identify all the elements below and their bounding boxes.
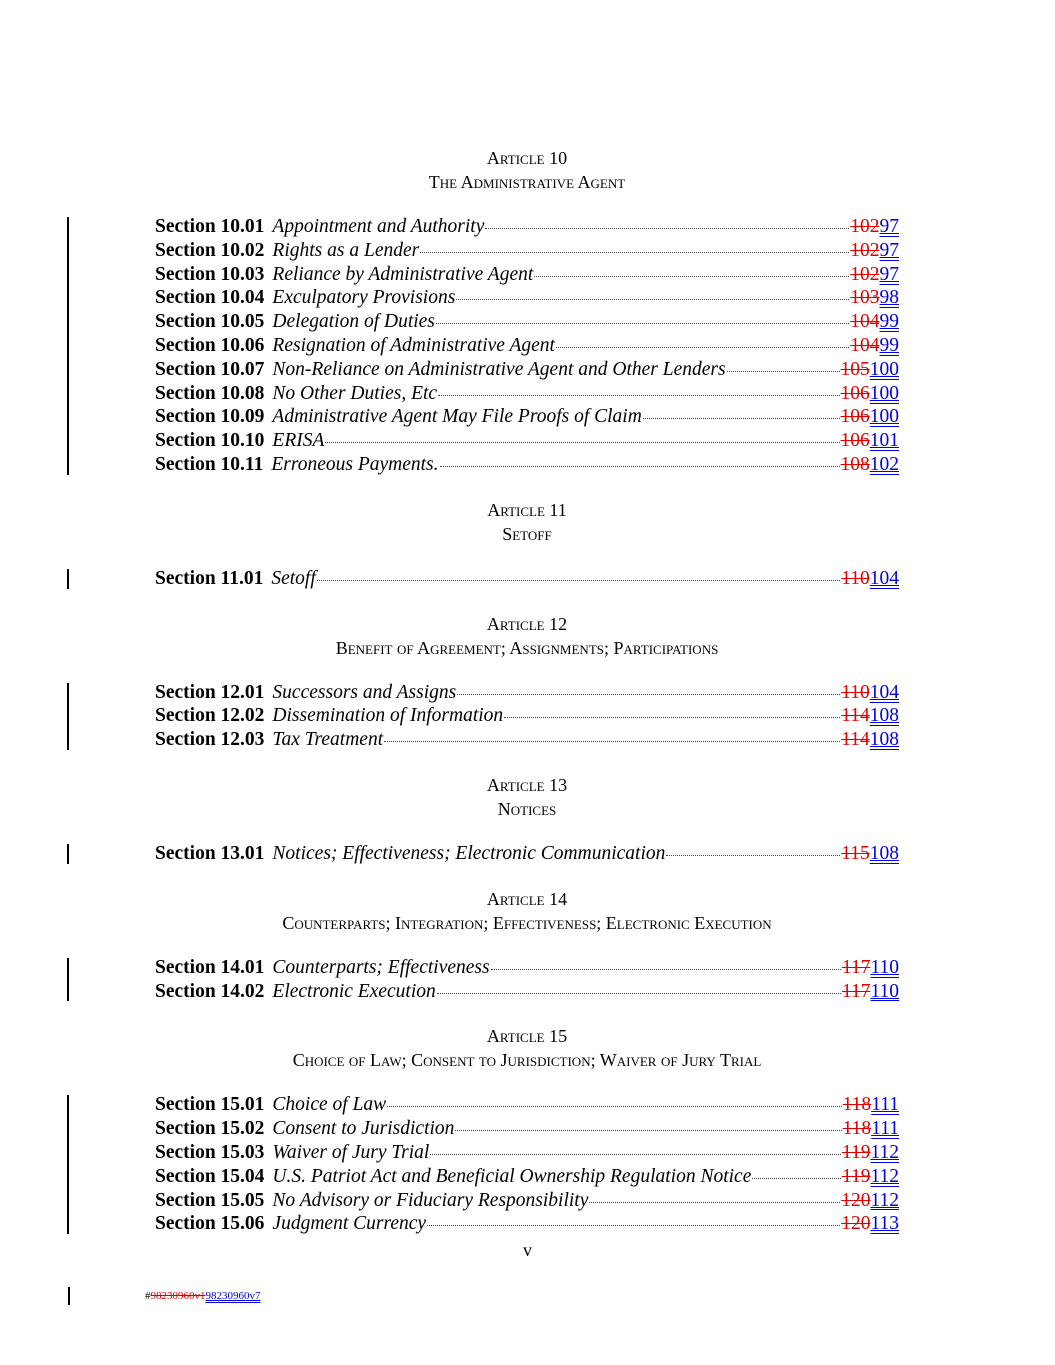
deleted-page-number: 106 — [840, 382, 870, 404]
inserted-page-link[interactable]: 110 — [870, 956, 899, 978]
article-heading: Article 14 — [486, 888, 568, 909]
section-title: Notices; Effectiveness; Electronic Communication — [272, 842, 666, 864]
change-bar — [67, 569, 69, 589]
deleted-page-number: 120 — [841, 1189, 871, 1211]
deleted-page-number: 117 — [841, 980, 871, 1002]
toc-entry[interactable] — [155, 239, 899, 263]
section-title: Consent to Jurisdiction — [272, 1118, 455, 1140]
toc-entry[interactable] — [155, 1212, 899, 1236]
section-number: Section 15.02 — [155, 1118, 265, 1140]
section-title: Erroneous Payments. — [271, 453, 439, 475]
inserted-page-link[interactable]: 97 — [879, 216, 899, 237]
dot-leader — [589, 1202, 840, 1203]
table-of-contents — [155, 146, 899, 1257]
section-number: Section 11.01 — [155, 567, 264, 589]
dot-leader — [440, 466, 840, 467]
inserted-page-link[interactable]: 100 — [869, 382, 899, 404]
toc-entry[interactable] — [155, 1165, 899, 1189]
deleted-page-number: 108 — [840, 453, 870, 475]
section-number: Section 15.06 — [155, 1213, 265, 1235]
inserted-page-link[interactable]: 112 — [870, 1141, 899, 1163]
section-title: Delegation of Duties — [272, 311, 435, 333]
section-title: Appointment and Authority — [272, 216, 485, 237]
dot-leader — [534, 276, 849, 277]
section-title: Counterparts; Effectiveness — [272, 956, 490, 978]
deleted-page-number: 119 — [841, 1141, 871, 1163]
section-group — [155, 215, 899, 477]
change-bar — [67, 217, 69, 475]
deleted-page-number: 118 — [842, 1094, 872, 1116]
dot-leader — [437, 993, 841, 994]
article-title: Choice of Law; Consent to Jurisdiction; Waiver of Jury Trial — [292, 1050, 762, 1071]
dot-leader — [752, 1178, 841, 1179]
toc-entry[interactable] — [155, 956, 899, 980]
toc-entry[interactable] — [155, 728, 899, 752]
section-number: Section 15.01 — [155, 1094, 265, 1116]
inserted-page-link[interactable]: 98 — [879, 287, 899, 309]
deleted-page-number: 106 — [840, 406, 870, 428]
article-heading: Article 10 — [486, 148, 568, 168]
article-title: Benefit of Agreement; Assignments; Participations — [335, 637, 719, 658]
section-number: Section 14.01 — [155, 956, 265, 978]
deleted-page-number: 103 — [850, 287, 880, 309]
toc-entry[interactable] — [155, 681, 899, 705]
deleted-page-number: 106 — [840, 430, 870, 452]
deleted-page-number: 102 — [850, 216, 880, 237]
deleted-page-number: 115 — [841, 842, 870, 864]
toc-entry[interactable] — [155, 567, 899, 591]
section-title: Dissemination of Information — [272, 705, 504, 727]
section-title: Waiver of Jury Trial — [272, 1141, 430, 1163]
section-number: Section 12.02 — [155, 705, 265, 727]
dot-leader — [455, 1130, 841, 1131]
toc-entry[interactable] — [155, 358, 899, 382]
deleted-page-number: 105 — [840, 358, 870, 380]
inserted-page-link[interactable]: 110 — [870, 980, 899, 1002]
dot-leader — [436, 323, 849, 324]
dot-leader — [491, 969, 841, 970]
footer-prefix: # — [145, 1290, 151, 1302]
section-number: Section 15.03 — [155, 1141, 265, 1163]
section-number: Section 10.01 — [155, 216, 265, 237]
dot-leader — [430, 1154, 841, 1155]
article-title: The Administrative Agent — [428, 172, 626, 192]
section-group — [155, 681, 899, 752]
section-number: Section 15.04 — [155, 1165, 265, 1187]
inserted-page-link[interactable]: 113 — [870, 1213, 899, 1235]
dot-leader — [427, 1225, 840, 1226]
toc-entry[interactable] — [155, 263, 899, 287]
dot-leader — [317, 580, 840, 581]
dot-leader — [556, 347, 849, 348]
toc-entry[interactable] — [155, 980, 899, 1004]
inserted-page-link[interactable]: 111 — [871, 1118, 899, 1140]
deleted-page-number: 118 — [842, 1118, 872, 1140]
section-number: Section 10.02 — [155, 239, 265, 261]
section-title: Exculpatory Provisions — [272, 287, 456, 309]
change-bar — [68, 1287, 70, 1305]
dot-leader — [666, 855, 840, 856]
change-bar — [67, 844, 69, 864]
toc-entry[interactable] — [155, 215, 899, 239]
deleted-page-number: 117 — [841, 956, 871, 978]
section-number: Section 12.01 — [155, 681, 265, 703]
deleted-page-number: 119 — [841, 1165, 871, 1187]
inserted-page-link[interactable]: 99 — [879, 334, 899, 356]
inserted-page-link[interactable]: 97 — [879, 263, 899, 285]
section-title: Administrative Agent May File Proofs of Claim — [272, 406, 642, 428]
section-number: Section 10.11 — [155, 453, 264, 475]
dot-leader — [457, 694, 840, 695]
section-title: Successors and Assigns — [272, 681, 457, 703]
section-number: Section 13.01 — [155, 842, 265, 864]
inserted-page-link[interactable]: 101 — [869, 430, 899, 452]
section-number: Section 10.03 — [155, 263, 265, 285]
article-title: Counterparts; Integration; Effectiveness; Electronic Execution — [282, 912, 772, 933]
section-title: Resignation of Administrative Agent — [272, 334, 555, 356]
inserted-page-link[interactable]: 108 — [869, 729, 899, 751]
section-title: No Other Duties, Etc — [272, 382, 438, 404]
toc-entry[interactable] — [155, 453, 899, 477]
deleted-page-number: 110 — [841, 681, 870, 703]
inserted-page-link[interactable]: 108 — [869, 842, 899, 864]
deleted-page-number: 104 — [850, 334, 880, 356]
deleted-page-number: 120 — [841, 1213, 871, 1235]
toc-entry[interactable] — [155, 1141, 899, 1165]
page-number: v — [523, 1240, 532, 1260]
dot-leader — [485, 228, 849, 229]
section-title: Tax Treatment — [272, 729, 384, 751]
section-number: Section 10.05 — [155, 311, 265, 333]
toc-entry[interactable] — [155, 1117, 899, 1141]
inserted-page-link[interactable]: 104 — [869, 681, 899, 703]
section-title: Judgment Currency — [272, 1213, 427, 1235]
dot-leader — [325, 442, 839, 443]
toc-entry[interactable] — [155, 704, 899, 728]
inserted-page-link[interactable]: 104 — [869, 567, 899, 589]
inserted-page-link[interactable]: 108 — [869, 705, 899, 727]
inserted-page-link[interactable]: 112 — [870, 1189, 899, 1211]
article-title: Notices — [497, 798, 557, 819]
dot-leader — [438, 395, 839, 396]
section-group — [155, 1093, 899, 1236]
section-title: Setoff — [271, 567, 316, 589]
article-heading: Article 13 — [486, 774, 568, 795]
deleted-page-number: 114 — [841, 705, 870, 727]
toc-entry[interactable] — [155, 842, 899, 866]
section-number: Section 10.09 — [155, 406, 265, 428]
section-number: Section 10.08 — [155, 382, 265, 404]
dot-leader — [456, 299, 849, 300]
inserted-page-link[interactable]: 100 — [869, 358, 899, 380]
article-heading: Article 15 — [486, 1026, 568, 1047]
toc-entry[interactable] — [155, 382, 899, 406]
toc-entry[interactable] — [155, 310, 899, 334]
toc-entry[interactable] — [155, 334, 899, 358]
section-title: No Advisory or Fiduciary Responsibility — [272, 1189, 589, 1211]
section-title: Reliance by Administrative Agent — [272, 263, 534, 285]
dot-leader — [384, 741, 840, 742]
change-bar — [67, 683, 69, 750]
deleted-page-number: 102 — [850, 239, 880, 261]
inserted-page-link[interactable]: 97 — [879, 239, 899, 261]
section-group — [155, 842, 899, 866]
section-number: Section 14.02 — [155, 980, 265, 1002]
section-group — [155, 567, 899, 591]
article-heading: Article 12 — [486, 613, 568, 634]
section-title: Choice of Law — [272, 1094, 387, 1116]
toc-entry[interactable] — [155, 429, 899, 453]
inserted-page-link[interactable]: 111 — [871, 1094, 899, 1116]
inserted-doc-id: 98230960v7 — [205, 1290, 261, 1302]
change-bar — [67, 958, 69, 1002]
section-title: ERISA — [272, 430, 325, 452]
section-title: Electronic Execution — [272, 980, 436, 1002]
section-group — [155, 956, 899, 1004]
section-number: Section 10.10 — [155, 430, 265, 452]
section-number: Section 10.04 — [155, 287, 265, 309]
deleted-page-number: 110 — [841, 567, 870, 589]
section-title: Non-Reliance on Administrative Agent and Other Lenders — [272, 358, 726, 380]
toc-entry[interactable] — [155, 1189, 899, 1213]
inserted-page-link[interactable]: 99 — [879, 311, 899, 333]
article-heading: Article 11 — [487, 499, 567, 520]
dot-leader — [727, 371, 840, 372]
dot-leader — [387, 1106, 841, 1107]
toc-entry[interactable] — [155, 286, 899, 310]
document-id-footer — [145, 1290, 261, 1302]
section-number: Section 10.06 — [155, 334, 265, 356]
toc-entry[interactable] — [155, 405, 899, 429]
dot-leader — [643, 418, 840, 419]
inserted-page-link[interactable]: 112 — [870, 1165, 899, 1187]
deleted-page-number: 114 — [841, 729, 870, 751]
deleted-page-number: 104 — [850, 311, 880, 333]
inserted-page-link[interactable]: 100 — [869, 406, 899, 428]
inserted-page-link[interactable]: 102 — [869, 453, 899, 475]
section-title: U.S. Patriot Act and Beneficial Ownership Regulation Notice — [272, 1165, 752, 1187]
section-title: Rights as a Lender — [272, 239, 420, 261]
article-title: Setoff — [502, 523, 552, 544]
section-number: Section 12.03 — [155, 729, 265, 751]
section-number: Section 10.07 — [155, 358, 265, 380]
toc-entry[interactable] — [155, 1093, 899, 1117]
change-bar — [67, 1095, 69, 1234]
deleted-page-number: 102 — [850, 263, 880, 285]
dot-leader — [420, 252, 849, 253]
section-number: Section 15.05 — [155, 1189, 265, 1211]
dot-leader — [504, 717, 840, 718]
deleted-doc-id: 98230960v1 — [150, 1290, 206, 1302]
